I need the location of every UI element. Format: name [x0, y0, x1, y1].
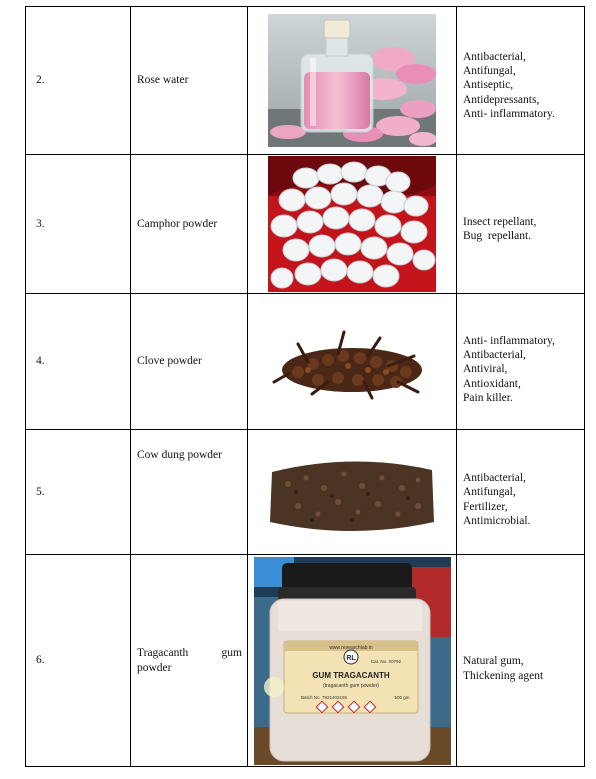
image-cell: [248, 294, 457, 430]
ingredient-name-line2: powder: [137, 661, 172, 674]
use-item: Antidepressants,: [463, 93, 540, 106]
use-item: Antibacterial,: [463, 472, 526, 485]
uses-cell: [457, 155, 585, 294]
use-item: Pain killer.: [463, 391, 513, 404]
image-cell: [248, 555, 457, 767]
table-row: [26, 7, 585, 155]
cow-dung-photo: [268, 444, 436, 540]
label-website: www.researchlab.in: [328, 644, 373, 651]
use-item: Antifungal,: [463, 486, 516, 499]
row-number: 2.: [26, 7, 131, 155]
use-item: Antioxidant,: [463, 377, 521, 390]
image-cell: [248, 7, 457, 155]
label-subtitle: (tragacanth gum powder): [322, 682, 379, 689]
table-row: [26, 155, 585, 294]
use-item: Thickening agent: [463, 669, 544, 682]
use-item: Bug repellant.: [463, 230, 532, 242]
use-item: Anti- inflammatory,: [463, 334, 555, 347]
row-number: 5.: [26, 430, 131, 555]
table-row: [26, 555, 585, 767]
camphor-photo: [268, 156, 436, 292]
row-number: 4.: [26, 294, 131, 430]
row-number: 3.: [26, 155, 131, 294]
ingredient-name-line1: [137, 646, 247, 660]
ingredient-name: Rose water: [131, 7, 248, 155]
image-cell: [248, 155, 457, 294]
label-product: GUM TRAGACANTH: [311, 670, 390, 680]
table-row: [26, 430, 585, 555]
uses-cell: [457, 555, 585, 767]
herbal-ingredients-table: [25, 6, 585, 767]
tragacanth-jar-photo: [254, 557, 451, 765]
label-brand: RL: [345, 654, 356, 662]
use-item: Natural gum,: [463, 655, 524, 668]
label-weight: 500 gm: [393, 694, 410, 700]
use-item: Antibacterial,: [463, 349, 526, 362]
label-batch: Batch No. 7921402195: [300, 694, 347, 700]
ingredient-name: Cow dung powder: [131, 430, 248, 555]
uses-cell: [457, 430, 585, 555]
use-item: Anti- inflammatory.: [463, 107, 555, 120]
table-row: [26, 294, 585, 430]
clove-photo: [268, 322, 436, 402]
use-item: Antiviral,: [463, 363, 508, 376]
rose-water-photo: [268, 14, 436, 147]
label-cat-no: Cat. No. 00792: [370, 658, 401, 664]
use-item: Antibacterial,: [463, 50, 526, 63]
ingredient-name: Clove powder: [131, 294, 248, 430]
ingredient-name: [131, 555, 248, 767]
name-word: Tragacanth: [137, 647, 189, 660]
row-number: 6.: [26, 555, 131, 767]
name-word: gum: [221, 647, 242, 660]
use-item: Antimicrobial.: [463, 514, 531, 527]
use-item: Antiseptic,: [463, 79, 514, 92]
use-item: Insect repellant,: [463, 215, 537, 228]
uses-cell: [457, 7, 585, 155]
uses-cell: [457, 294, 585, 430]
use-item: Fertilizer,: [463, 500, 508, 513]
ingredient-name: Camphor powder: [131, 155, 248, 294]
use-item: Antifungal,: [463, 65, 516, 78]
image-cell: [248, 430, 457, 555]
